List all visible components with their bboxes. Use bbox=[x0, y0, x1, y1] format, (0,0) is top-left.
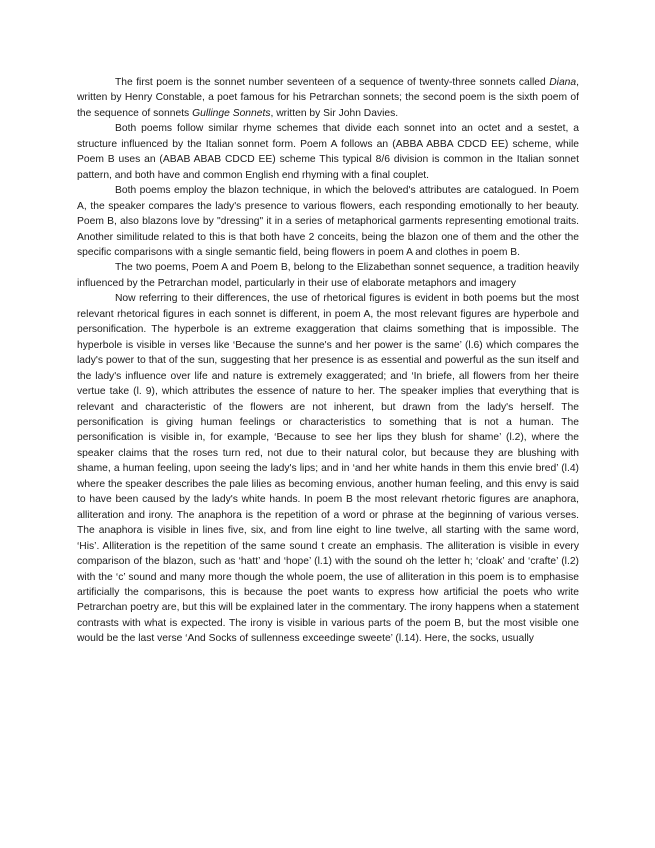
paragraph-1 bbox=[77, 75, 579, 121]
paragraph-1-text-2: , written by Henry Constable, a poet famous for his Petrarchan sonnets; the second poem is the sixth poem of the sequence of sonnets bbox=[77, 77, 579, 119]
title-diana: Diana bbox=[549, 77, 577, 88]
document-body bbox=[77, 75, 579, 647]
paragraph-1-text-1: The first poem is the sonnet number seventeen of a sequence of twenty-three sonnets called bbox=[115, 77, 550, 88]
paragraph-2-text: Both poems follow similar rhyme schemes that divide each sonnet into an octet and a sestet, a structure influenced by the Italian sonnet form. Poem A follows an (ABBA ABBA CDCD EE) scheme, while Poem B uses an (ABAB ABAB CDCD EE) scheme This typical 8/6 division is common in the Italian sonnet pattern, and both have and common English end rhyming with a final couplet. bbox=[77, 123, 579, 181]
paragraph-2 bbox=[77, 121, 579, 183]
paragraph-3 bbox=[77, 183, 579, 260]
paragraph-5 bbox=[77, 291, 579, 646]
paragraph-4 bbox=[77, 260, 579, 291]
paragraph-5-text: Now referring to their differences, the use of rhetorical figures is evident in both poems but the most relevant rhetorical figures in each sonnet is different, in poem A, the most relevant figures are hyperbole and personification. The hyperbole is an extreme exaggeration that claims something that is impossible. The hyperbole is visible in verses like ‘Because the sunne's and her power is the same’ (l.6) which compares the lady's power to that of the sun, suggesting that her presence is as essential and powerful as the sun itself and the lady's influence over life and nature is extremely exaggerated; and ‘In briefe, all flowers from her theire vertue take (l. 9), which attributes the essence of nature to her. The speaker implies that everything that is relevant and characteristic of the flowers are not inherent, but drawn from the lady's herself. The personification is giving human feelings or characteristics to something that is not a human. The personification is visible in, for example, ‘Because to see her lips they blush for shame’ (l.2), where the speaker claims that the roses turn red, not due to their natural color, but because they are blushing with shame, a human feeling, upon seeing the lady's lips; and in ‘and her white hands in them this envie bred’ (l.4) where the speaker describes the pale lilies as becoming envious, another human feeling, and this envy is said to have been caused by the lady's white hands. In poem B the most relevant rhetoric figures are anaphora, alliteration and irony. The anaphora is the repetition of a word or phrase at the beginning of various verses. The anaphora is visible in lines five, six, and from line eight to line twelve, all starting with the same word, ‘His’. Alliteration is the repetition of the same sound t create an emphasis. The alliteration is visible in every comparison of the blazon, such as ‘hatt’ and ‘hope’ (l.1) with the sound oh the letter h; ‘cloak’ and ‘crafte’ (l.2) with the ‘c’ sound and many more though the whole poem, the use of alliteration in this poem is to emphasise artificially the comparisons, this is because the poet wants to express how artificial the poets who write Petrarchan poetry are, but this will be explained later in the commentary. The irony happens when a statement contrasts with what is expected. The irony is visible in various parts of the poem B, but the most visible one would be the last verse ‘And Socks of sullenness exceedinge sweete’ (l.14). Here, the socks, usually bbox=[77, 293, 579, 645]
title-gullinge-sonnets: Gullinge Sonnets bbox=[192, 107, 271, 119]
paragraph-4-text: The two poems, Poem A and Poem B, belong to the Elizabethan sonnet sequence, a tradition heavily influenced by the Petrarchan model, particularly in their use of elaborate metaphors and imagery bbox=[77, 262, 579, 289]
paragraph-3-text: Both poems employ the blazon technique, in which the beloved's attributes are catalogued. In Poem A, the speaker compares the lady's presence to various flowers, each responding emotionally to her beauty. Poem B, also blazons love by "dressing" it in a series of metaphorical garments representing emotional traits. Another similitude related to this is that both have 2 conceits, being the blazon one of them and the other the specific comparisons with a single semantic field, being flowers in poem A and clothes in poem B. bbox=[77, 185, 579, 258]
paragraph-1-text-3: , written by Sir John Davies. bbox=[270, 107, 399, 119]
